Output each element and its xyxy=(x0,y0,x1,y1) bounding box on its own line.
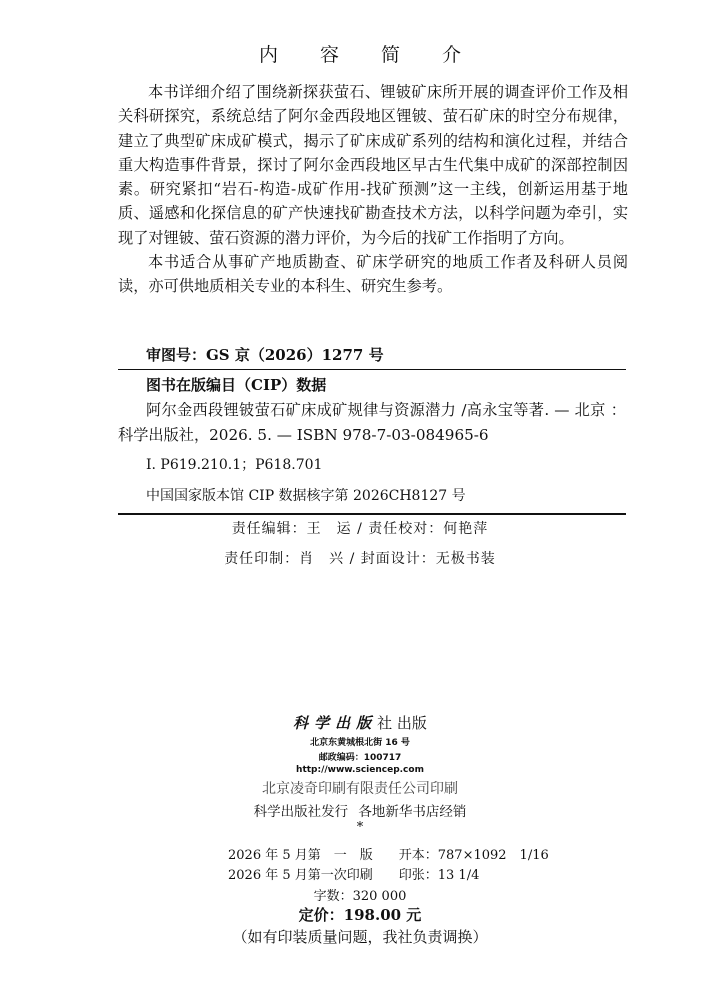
page-title: 内 容 简 介 xyxy=(258,44,480,66)
publisher-logo: 科学出版 xyxy=(293,714,378,732)
distribution-line: 科学出版社发行 各地新华书店经销 xyxy=(253,804,467,820)
publisher-address: 北京东黄城根北街 16 号 xyxy=(310,738,410,748)
publisher-postcode: 邮政编码：100717 xyxy=(318,753,402,763)
intro-paragraph-1: 本书详细介绍了围绕新探获萤石、锂铍矿床所开展的调查评价工作及相关科研探究，系统总结了阿尔金西段地区锂铍、萤石矿床的时空分布规律，建立了典型矿床成矿模式，揭示了矿床成矿系列的结构和演化过程，并结合重大构造事件背景，探讨了阿尔金西段地区早古生代集中成矿的深部控制因素。研究紧扣“岩石-构造-成矿作用-找矿预测”这一主线，创新运用基于地质、遥感和化探信息的矿产快速找矿勘查技术方法，以科学问题为牵引，实现了对锂铍、萤石资源的潜力评价，为今后的找矿工作指明了方向。 xyxy=(118,83,628,247)
quality-notice: （如有印装质量问题，我社负责调换） xyxy=(232,928,488,946)
cip-bottom-rule xyxy=(118,513,626,515)
publisher-url: http://www.sciencep.com xyxy=(296,765,424,775)
map-review-number: 审图号：GS 京（2026）1277 号 xyxy=(146,346,384,364)
cip-record: 阿尔金西段锂铍萤石矿床成矿规律与资源潜力 /高永宝等著. — 北京 ：科学出版社，2026. 5. — ISBN 978-7-03-084965-6 xyxy=(118,401,626,444)
edition-line: 2026 年 5 月第 一 版 开本：787×1092 1/16 xyxy=(228,848,549,863)
printer-line: 北京凌奇印刷有限责任公司印刷 xyxy=(262,781,458,797)
printing-line: 2026 年 5 月第一次印刷 印张：13 1/4 xyxy=(228,868,480,883)
cip-heading: 图书在版编目（CIP）数据 xyxy=(146,376,327,394)
credits-editor-line: 责任编辑：王 运 / 责任校对：何艳萍 xyxy=(231,521,489,537)
cip-number: 中国国家版本馆 CIP 数据核字第 2026CH8127 号 xyxy=(146,488,466,504)
separator-star: * xyxy=(356,820,364,835)
cip-classification: Ⅰ. P619.210.1；P618.701 xyxy=(146,457,323,473)
cip-top-rule xyxy=(118,369,626,370)
intro-paragraph-2: 本书适合从事矿产地质勘查、矿床学研究的地质工作者及科研人员阅读，亦可供地质相关专业的本科生、研究生参考。 xyxy=(118,253,628,296)
word-count: 字数：320 000 xyxy=(313,889,407,904)
credits-print-line: 责任印制：肖 兴 / 封面设计：无极书装 xyxy=(224,551,496,567)
publisher-suffix: 社 出版 xyxy=(377,714,427,732)
price: 定价：198.00 元 xyxy=(298,906,422,924)
publisher-line xyxy=(0,712,720,733)
